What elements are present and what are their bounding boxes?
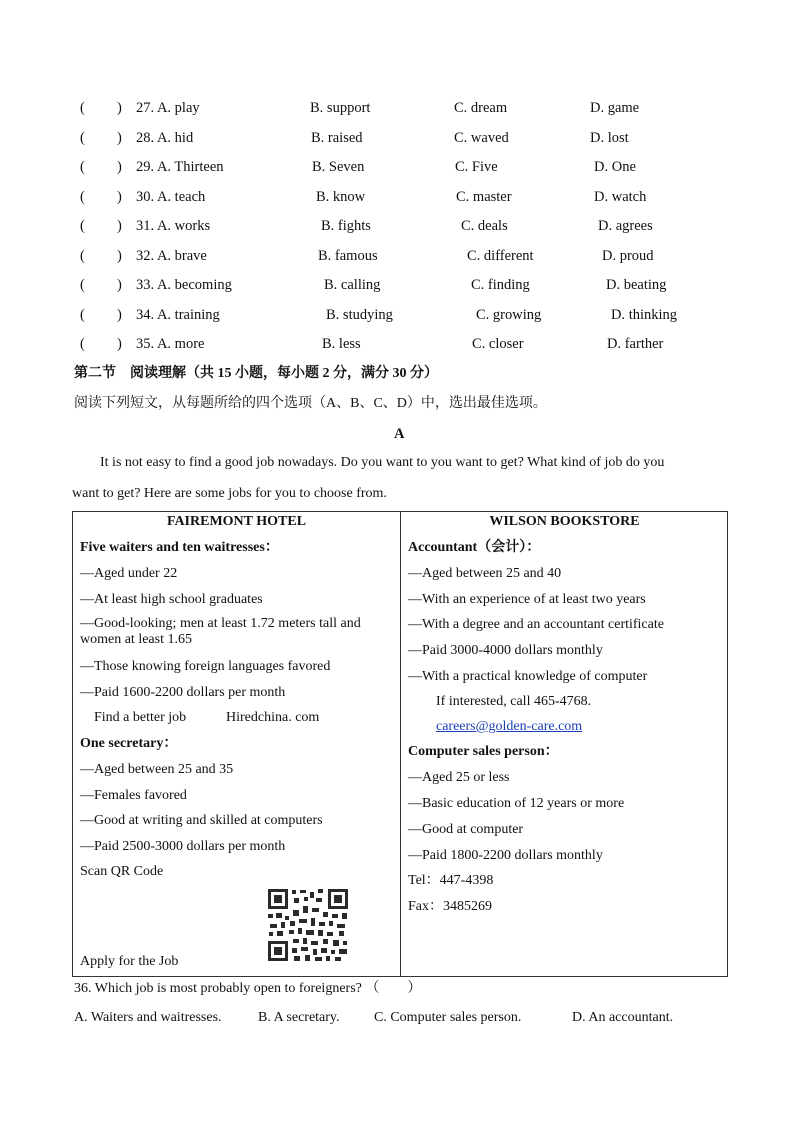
option-b: B. calling xyxy=(324,277,381,293)
scan-qr-text: Scan QR Code xyxy=(80,864,164,879)
find-job-text: Find a better job xyxy=(94,710,187,725)
question-36-stem: 36. Which job is most probably open to foreigners? （ ） xyxy=(74,981,422,996)
option-b: B. fights xyxy=(321,218,371,234)
section-instruction: 阅读下列短文，从每题所给的四个选项（A、B、C、D）中，选出最佳选项。 xyxy=(74,396,547,411)
answer-blank-open: ( xyxy=(80,159,85,175)
bookstore-job1-item: —With an experience of at least two years xyxy=(408,592,646,607)
passage-label: A xyxy=(394,426,405,442)
hotel-job1-title: Five waiters and ten waitresses： xyxy=(80,540,279,555)
option-row xyxy=(0,335,800,353)
option-row xyxy=(0,306,800,324)
option-row xyxy=(0,276,800,294)
option-b: B. famous xyxy=(318,248,378,264)
option-a: 28. A. hid xyxy=(136,130,194,146)
bookstore-name: WILSON BOOKSTORE xyxy=(489,514,640,529)
option-d: D. agrees xyxy=(598,218,653,234)
bookstore-job2-item: —Basic education of 12 years or more xyxy=(408,796,625,811)
option-c: C. deals xyxy=(461,218,508,234)
option-b: B. raised xyxy=(311,130,363,146)
hotel-name: FAIREMONT HOTEL xyxy=(166,514,307,529)
answer-blank-close: ) xyxy=(117,189,122,205)
hotel-job1-item: —At least high school graduates xyxy=(80,592,263,607)
option-c: C. different xyxy=(467,248,534,264)
bookstore-job1-title: Accountant（会计）： xyxy=(408,540,541,555)
hotel-job2-title: One secretary： xyxy=(80,736,178,751)
option-d: D. watch xyxy=(594,189,647,205)
email-link[interactable]: careers@golden-care.com xyxy=(436,719,583,734)
option-d: D. proud xyxy=(602,248,654,264)
option-c: C. finding xyxy=(471,277,530,293)
option-c: C. dream xyxy=(454,100,508,116)
hotel-job2-item: —Good at writing and skilled at computers xyxy=(80,813,323,828)
bookstore-job1-item: —Aged between 25 and 40 xyxy=(408,566,562,581)
answer-blank-close: ) xyxy=(117,336,122,352)
hotel-job1-item: —Paid 1600-2200 dollars per month xyxy=(80,685,286,700)
option-b: B. studying xyxy=(326,307,393,323)
option-row xyxy=(0,217,800,235)
option-b: B. less xyxy=(322,336,361,352)
option-c: C. closer xyxy=(472,336,524,352)
option-row xyxy=(0,129,800,147)
option-c: C. growing xyxy=(476,307,542,323)
answer-blank-open: ( xyxy=(80,100,85,116)
option-a: 32. A. brave xyxy=(136,248,207,264)
answer-blank-close: ) xyxy=(117,218,122,234)
option-d: D. farther xyxy=(607,336,664,352)
option-a: 27. A. play xyxy=(136,100,200,116)
option-c: C. master xyxy=(456,189,512,205)
answer-blank-open: ( xyxy=(80,277,85,293)
option-row xyxy=(0,247,800,265)
option-d: D. game xyxy=(590,100,640,116)
intro-line-1: It is not easy to find a good job nowadays. Do you want to you want to get? What kind of job do you xyxy=(100,455,665,470)
answer-blank-close: ) xyxy=(117,100,122,116)
option-d: D. lost xyxy=(590,130,629,146)
option-d: D. One xyxy=(594,159,636,175)
answer-blank-open: ( xyxy=(80,218,85,234)
option-a: 33. A. becoming xyxy=(136,277,232,293)
question-36-option-d: D. An accountant. xyxy=(572,1010,674,1025)
option-d: D. thinking xyxy=(611,307,678,323)
hotel-ad xyxy=(73,512,401,977)
hiredchina-link[interactable]: Hiredchina. com xyxy=(226,710,320,725)
answer-blank-open: ( xyxy=(80,130,85,146)
hotel-job2-item: —Paid 2500-3000 dollars per month xyxy=(80,839,286,854)
bookstore-job1-item: —With a practical knowledge of computer xyxy=(408,669,648,684)
bookstore-job2-item: —Paid 1800-2200 dollars monthly xyxy=(408,848,603,863)
section-title: 第二节 阅读理解（共 15 小题，每小题 2 分，满分 30 分） xyxy=(74,366,438,381)
answer-blank-close: ) xyxy=(117,130,122,146)
answer-blank-close: ) xyxy=(117,159,122,175)
answer-blank-open: ( xyxy=(80,248,85,264)
hotel-job2-item: —Females favored xyxy=(80,788,187,803)
option-b: B. support xyxy=(310,100,371,116)
bookstore-ad xyxy=(401,512,728,977)
bookstore-job1-item: —Paid 3000-4000 dollars monthly xyxy=(408,643,603,658)
intro-line-2: want to get? Here are some jobs for you to choose from. xyxy=(72,486,387,501)
bookstore-job2-title: Computer sales person： xyxy=(408,744,559,759)
apply-for-job-text: Apply for the Job xyxy=(80,954,179,969)
option-row xyxy=(0,99,800,117)
fax-text: Fax：3485269 xyxy=(408,899,492,914)
option-c: C. Five xyxy=(455,159,498,175)
hotel-job2-item: —Aged between 25 and 35 xyxy=(80,762,234,777)
call-text: If interested, call 465-4768. xyxy=(436,694,592,709)
answer-blank-close: ) xyxy=(117,277,122,293)
option-d: D. beating xyxy=(606,277,667,293)
answer-blank-open: ( xyxy=(80,307,85,323)
answer-blank-open: ( xyxy=(80,336,85,352)
answer-blank-close: ) xyxy=(117,248,122,264)
hotel-job1-item: —Those knowing foreign languages favored xyxy=(80,659,331,674)
option-row xyxy=(0,188,800,206)
question-36-option-a: A. Waiters and waitresses. xyxy=(74,1010,222,1025)
option-a: 35. A. more xyxy=(136,336,205,352)
option-a: 29. A. Thirteen xyxy=(136,159,224,175)
qr-code-image[interactable] xyxy=(265,886,351,964)
option-a: 30. A. teach xyxy=(136,189,206,205)
answer-blank-open: ( xyxy=(80,189,85,205)
option-a: 31. A. works xyxy=(136,218,211,234)
option-b: B. know xyxy=(316,189,366,205)
answer-blank-close: ) xyxy=(117,307,122,323)
tel-text: Tel：447-4398 xyxy=(408,873,494,888)
bookstore-job2-item: —Good at computer xyxy=(408,822,524,837)
question-36-option-b: B. A secretary. xyxy=(258,1010,340,1025)
job-ads-table xyxy=(72,511,728,977)
bookstore-job1-item: —With a degree and an accountant certificate xyxy=(408,617,664,632)
hotel-job1-item: —Aged under 22 xyxy=(80,566,178,581)
hotel-job1-item: —Good-looking; men at least 1.72 meters tall and women at least 1.65 xyxy=(80,616,361,647)
bookstore-job2-item: —Aged 25 or less xyxy=(408,770,510,785)
option-row xyxy=(0,158,800,176)
option-b: B. Seven xyxy=(312,159,365,175)
question-36-option-c: C. Computer sales person. xyxy=(374,1010,522,1025)
option-c: C. waved xyxy=(454,130,509,146)
option-a: 34. A. training xyxy=(136,307,220,323)
